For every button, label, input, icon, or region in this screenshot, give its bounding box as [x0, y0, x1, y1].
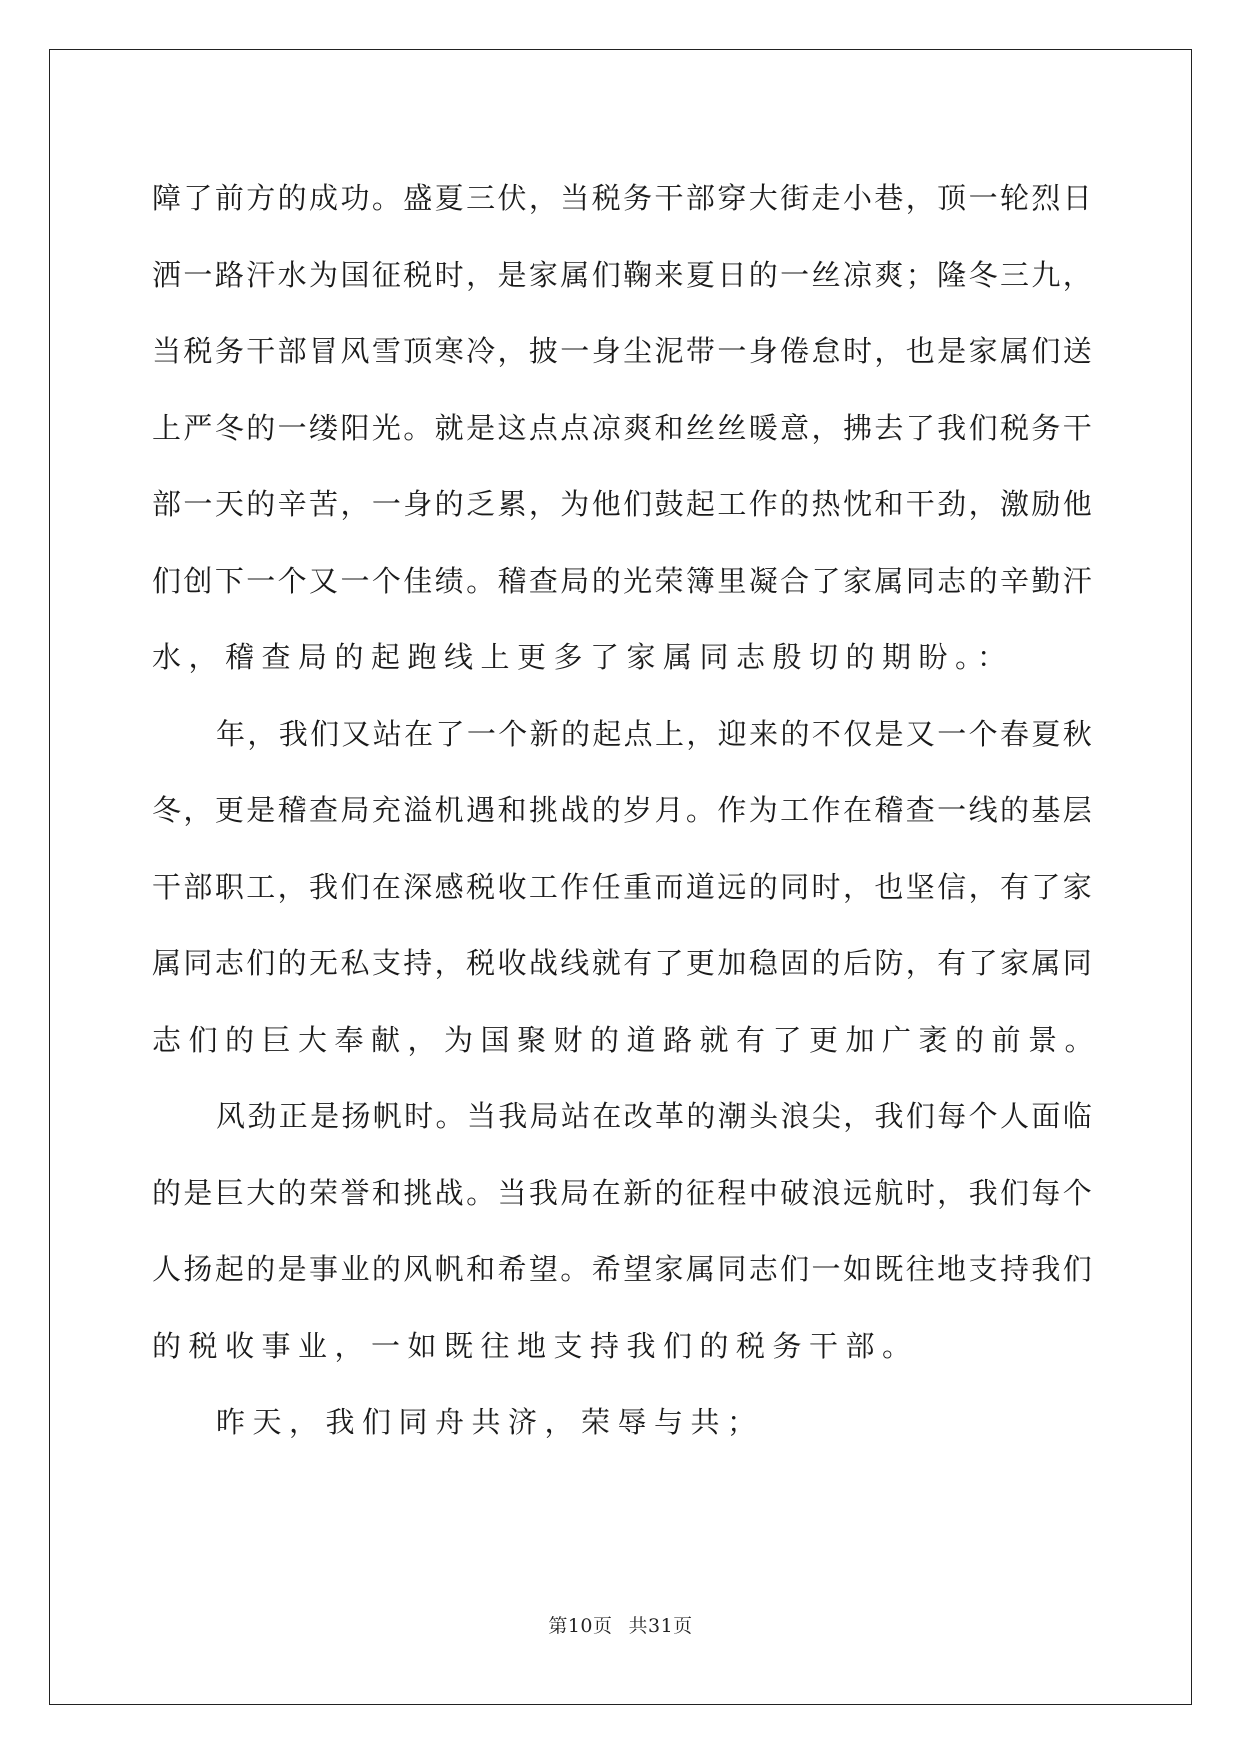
text-line: 上 严 冬 的 一 缕 阳 光 。 就 是 这 点 点 凉 爽 和 丝 丝 暖 意 ， 拂 去 了 我 们 税 务 干	[152, 410, 1092, 445]
document-body	[152, 160, 1102, 1461]
text-line: 的税收事业，一如既往地支持我们的税务干部。	[152, 1328, 919, 1363]
text-line: 部 一 天 的 辛 苦 ， 一 身 的 乏 累 ， 为 他 们 鼓 起 工 作 的 热 忱 和 干 劲 ， 激 励 他	[152, 487, 1092, 521]
text-line: 冬 ， 更 是 稽 查 局 充 溢 机 遇 和 挑 战 的 岁 月 。 作 为 工 作 在 稽 查 一 线 的 基 层	[152, 793, 1092, 827]
text-line: 属 同 志 们 的 无 私 支 持 ， 税 收 战 线 就 有 了 更 加 稳 固 的 后 防 ， 有 了 家 属 同	[152, 946, 1092, 980]
text-line: 干 部 职 工 ， 我 们 在 深 感 税 收 工 作 任 重 而 道 远 的 同 时 ， 也 坚 信 ， 有 了 家	[152, 869, 1092, 904]
text-line: 们 创 下 一 个 又 一 个 佳 绩 。 稽 查 局 的 光 荣 簿 里 凝 合 了 家 属 同 志 的 辛 勤 汗	[152, 563, 1092, 598]
page-number: 第10页	[548, 1615, 613, 1637]
total-pages: 共31页	[628, 1615, 693, 1637]
text-line: 志们的巨大奉献，为国聚财的道路就有了更加广袤的前景。	[152, 1022, 1102, 1057]
text-line: 风 劲 正 是 扬 帆 时 。 当 我 局 站 在 改 革 的 潮 头 浪 尖 ， 我 们 每 个 人 面 临	[216, 1099, 1092, 1133]
page-footer	[0, 1611, 1241, 1638]
text-line: 人 扬 起 的 是 事 业 的 风 帆 和 希 望 。 希 望 家 属 同 志 们 一 如 既 往 地 支 持 我 们	[152, 1252, 1092, 1286]
text-line: 障 了 前 方 的 成 功 。 盛 夏 三 伏 ， 当 税 务 干 部 穿 大 街 走 小 巷 ， 顶 一 轮 烈 日	[152, 181, 1092, 215]
text-line: 洒 一 路 汗 水 为 国 征 税 时 ， 是 家 属 们 鞠 来 夏 日 的 一 丝 凉 爽 ； 隆 冬 三 九 ，	[152, 257, 1092, 292]
text-line: 的 是 巨 大 的 荣 誉 和 挑 战 。 当 我 局 在 新 的 征 程 中 破 浪 远 航 时 ， 我 们 每 个	[152, 1175, 1092, 1210]
text-line: 水，稽查局的起跑线上更多了家属同志殷切的期盼。：	[152, 640, 1014, 674]
text-line: 昨天，我们同舟共济，荣辱与共；	[216, 1405, 764, 1439]
text-line: 当 税 务 干 部 冒 风 雪 顶 寒 冷 ， 披 一 身 尘 泥 带 一 身 倦 怠 时 ， 也 是 家 属 们 送	[152, 334, 1092, 368]
text-line: 年 ， 我 们 又 站 在 了 一 个 新 的 起 点 上 ， 迎 来 的 不 仅 是 又 一 个 春 夏 秋	[216, 716, 1092, 751]
